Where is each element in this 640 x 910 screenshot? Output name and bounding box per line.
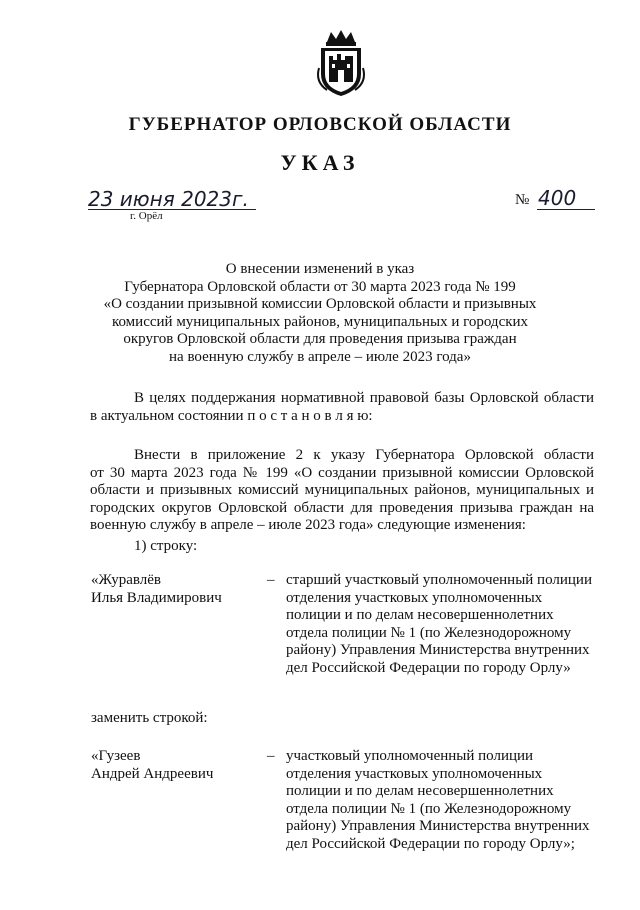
amendment-rest: от 30 марта 2023 года № 199 «О создании призывной комиссии Орловской области и призывных комиссий муниципальных районов, муниципальных и городских округов Орловской области для проведения призыва граждан на военную службу в апреле – июле 2023 года» следующие изменения: xyxy=(90,464,594,534)
decree-title xyxy=(80,261,560,367)
new-entry-given-names: Андрей Андреевич xyxy=(91,765,214,782)
authority-heading: ГУБЕРНАТОР ОРЛОВСКОЙ ОБЛАСТИ xyxy=(128,114,512,135)
new-entry-dash: – xyxy=(267,748,275,764)
title-line: округов Орловской области для проведения призыва граждан xyxy=(123,331,517,348)
item-1-label: 1) строку: xyxy=(134,538,198,554)
amendment-first-line: Внести в приложение 2 к указу Губернатора Орловской области xyxy=(134,447,594,463)
old-entry-name xyxy=(91,572,222,607)
number-underline xyxy=(537,209,595,210)
old-entry-position: старший участковый уполномоченный полиции отделения участковых уполномоченных полиции и по делам несовершеннолетних отдела полиции № 1 (по Железнодорожному району) Управления Министерства внутренних дел Российской Федерации по городу Орлу» xyxy=(286,572,592,676)
title-line: на военную службу в апреле – июле 2023 года» xyxy=(169,348,471,365)
title-line: комиссий муниципальных районов, муниципальных и городских xyxy=(111,313,529,330)
new-entry-surname: «Гузеев xyxy=(91,748,141,764)
date-underline xyxy=(88,209,256,210)
document-type: УКАЗ xyxy=(280,150,360,175)
new-entry-position: участковый уполномоченный полиции отделения участковых уполномоченных полиции и по делам несовершеннолетних отдела полиции № 1 (по Железнодорожному району) Управления Министерства внутренних дел Российской Федерации по городу Орлу»; xyxy=(286,748,590,852)
old-entry-surname: «Журавлёв xyxy=(91,572,161,588)
coat-of-arms-icon xyxy=(313,28,369,98)
city-label: г. Орёл xyxy=(130,210,163,222)
title-line: «О создании призывной комиссии Орловской области и призывных xyxy=(103,296,537,313)
amendment-paragraph xyxy=(90,447,594,535)
replace-label: заменить строкой: xyxy=(91,710,208,726)
new-entry-name xyxy=(91,748,213,783)
handwritten-number: 400 xyxy=(538,186,577,210)
preamble-paragraph: В целях поддержания нормативной правовой базы Орловской области в актуальном состоянии п о с т а н о в л я ю: xyxy=(90,390,594,424)
number-sign: № xyxy=(515,192,530,208)
old-entry-dash: – xyxy=(267,572,275,588)
handwritten-date: 23 июня 2023г. xyxy=(88,187,249,211)
title-line: Губернатора Орловской области от 30 марта 2023 года № 199 xyxy=(124,278,516,295)
title-line: О внесении изменений в указ xyxy=(225,261,415,277)
old-entry-given-names: Илья Владимирович xyxy=(91,589,222,606)
